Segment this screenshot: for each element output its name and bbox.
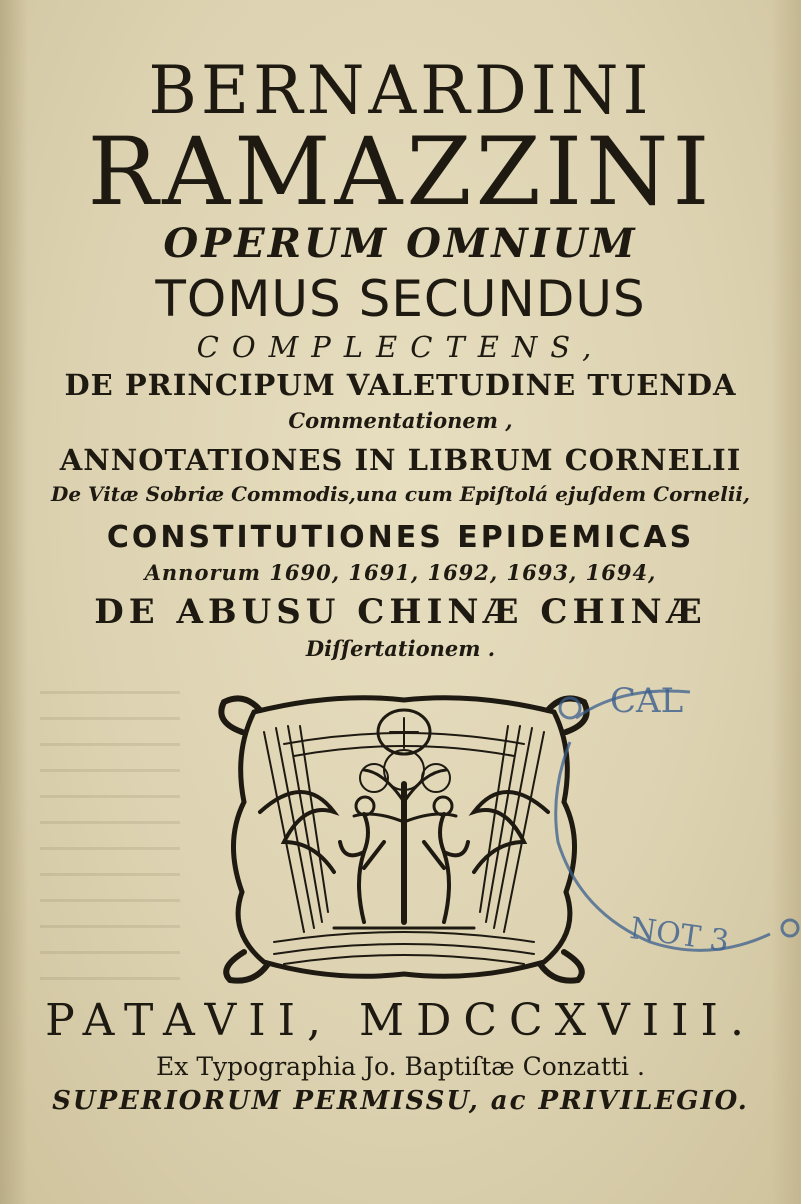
work-title: OPERUM OMNIUM: [163, 220, 638, 267]
item2-subtitle: De Vitæ Sobriæ Commodis,una cum Epiſtolá ejuſdem Cornelii,: [51, 482, 750, 506]
imprint-place-date: PATAVII, MDCCXVIII.: [45, 995, 756, 1046]
item1-title: DE PRINCIPUM VALETUDINE TUENDA: [64, 368, 737, 402]
imprint-printer: Ex Typographia Jo. Baptiſtæ Conzatti .: [156, 1052, 645, 1081]
printers-device-woodcut: [214, 692, 594, 984]
complectens-label: COMPLECTENS,: [196, 330, 605, 364]
library-stamp: [540, 672, 801, 972]
stamp-text-top: CAL: [610, 681, 684, 721]
imprint-privilege: SUPERIORUM PERMISSU, ac PRIVILEGIO.: [52, 1086, 749, 1116]
item2-title: ANNOTATIONES IN LIBRUM CORNELII: [59, 443, 742, 477]
item1-subtitle: Commentationem ,: [288, 408, 513, 433]
stamp-text-bottom: NOT 3: [627, 910, 732, 960]
item3-title: CONSTITUTIONES EPIDEMICAS: [106, 520, 695, 555]
author-last-name: RAMAZZINI: [87, 118, 714, 227]
author-first-name: BERNARDINI: [148, 52, 653, 129]
show-through-text: [40, 680, 180, 980]
item3-subtitle: Annorum 1690, 1691, 1692, 1693, 1694,: [144, 560, 657, 585]
volume-title: TOMUS SECUNDUS: [155, 270, 646, 328]
item4-subtitle: Diſſertationem .: [305, 636, 496, 661]
item4-title: DE ABUSU CHINÆ CHINÆ: [94, 592, 707, 632]
